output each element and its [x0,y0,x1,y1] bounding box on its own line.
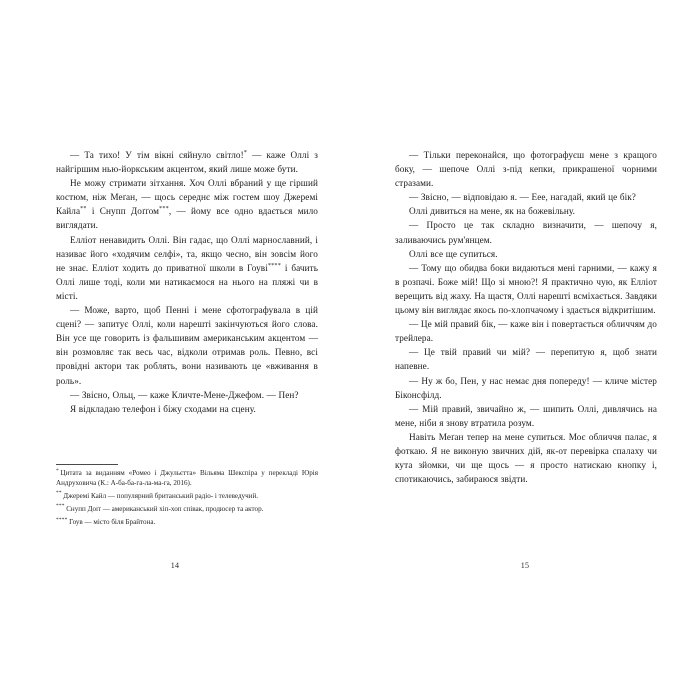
footnote-item [56,492,318,502]
footnote-ref-2[interactable]: ** [80,205,87,213]
paragraph-text: Не можу стримати зітхання. Хоч Оллі вбраний у ще гірший костюм, ніж Меґан, — щось середнє між гостем шоу Джеремі Кайла [56,178,318,217]
right-page [350,0,700,700]
footnote-text: Гоув — місто біля Брайтона. [69,517,156,526]
footnote-marker: **** [56,516,68,523]
paragraph: — Може, варто, щоб Пенні і мене сфотографувала в цій сцені? — запитує Оллі, коли нарешті закінчуються його слова. Він усе ще говорить із фальшивим американським акцентом — він розмовляє так весь час, відколи отримав роль. Певно, всі провідні актори так роблять, вони називають це «вживання в роль». [56,305,318,386]
paragraph: — Просто це так складно визначити, — шепочу я, заливаючись рум'янцем. [395,220,657,245]
footnote-text: Джеремі Кайл — популярний британський радіо- і телеведучий. [63,491,259,500]
footnote-text: Цитата за виданням «Ромео і Джульєтта» Вільяма Шекспіра у перекладі Юрія Андруховича (К.: А-ба-ба-га-ла-ма-га, 2016). [56,469,318,487]
paragraph-text-cont: — каже Оллі з найгіршим нью-йоркським акцентом, який лише може бути. [56,150,319,175]
paragraph: — Звісно, — відповідаю я. — Еее, нагадай, який це бік? [409,192,636,203]
paragraph [56,233,318,303]
page-number-left: 14 [170,561,180,570]
paragraph: — Тому що обидва боки видаються мені гарними, — кажу я в розпачі. Боже мій! Що зі мною?! Я практично чую, як Елліот верещить від жаху. На щастя, Оллі нарешті всміхається. Завдяки цьому він виглядає якось по-хлопчачому і здається відкритішим. [395,262,657,316]
paragraph: — Це мій правий бік, — каже він і повертається обличчям до трейлера. [395,319,657,344]
paragraph: Оллі дивиться на мене, як на божевільну. [409,206,576,217]
paragraph: Я відкладаю телефон і біжу сходами на сцену. [70,403,256,414]
footnote-ref-3[interactable]: *** [159,205,169,213]
footnote-text: Снупп Доґґ — американський хіп-хоп співак, продюсер та актор. [66,504,264,513]
paragraph-text-cont: і бачить Оллі лише тоді, коли ми натикаємося на нього на пляжі чи в місті. [56,262,318,301]
footnote-marker: * [56,467,59,474]
footnote-marker: *** [56,503,65,510]
paragraph-text: — Та тихо! У тім вікні сяйнуло світло! [70,150,244,160]
left-page-body [56,148,318,416]
paragraph: — Звісно, Ольц, — каже Кличте-Мене-Джефом. — Пен? [70,389,299,400]
paragraph: Навіть Меґан тепер на мене супиться. Моє обличчя палає, я фоткаю. Я не виконую звичних дій, як-от перевірка спалаху чи кута зйомки, чи ще щось — я просто натискаю кнопку і, спотикаючись, забираюся звідти. [395,431,657,485]
footnote-item [56,518,318,528]
paragraph: — Це твій правий чи мій? — перепитую я, щоб знати напевне. [395,347,657,372]
footnote-item [56,505,318,515]
footnote-marker: ** [56,490,62,497]
paragraph: — Мій правий, звичайно ж, — шипить Оллі, дивлячись на мене, ніби я знову втратила розум. [395,403,657,428]
footnote-item [56,469,318,488]
right-page-body [395,148,657,486]
paragraph: Оллі все ще супиться. [409,248,498,259]
page-number-right: 15 [520,561,530,570]
paragraph-text: Елліот ненавидить Оллі. Він гадає, що Оллі марнославний, і називає його «ходячим селфі», та, якщо чесно, він зовсім його не знає. Елліот ходить до приватної школи в Гоуві [56,234,318,273]
paragraph-text-cont: і Снупп Доґґом [86,206,160,217]
paragraph: — Тільки переконайся, що фотографуєш мене з кращого боку, — шепоче Оллі з-під кепки, прикрашеної чорними стразами. [395,150,657,189]
paragraph [56,148,318,176]
footnotes-section [56,464,318,531]
paragraph-text-cont2: , — йому все одно вдається мило виглядати. [56,206,318,231]
footnote-ref-1[interactable]: * [243,148,248,156]
footnote-ref-4[interactable]: **** [267,261,282,269]
footnote-separator-rule [56,464,118,465]
paragraph: — Ну ж бо, Пен, у нас немає дня попереду! — кличе містер Біконсфілд. [395,375,657,400]
paragraph [56,176,318,232]
